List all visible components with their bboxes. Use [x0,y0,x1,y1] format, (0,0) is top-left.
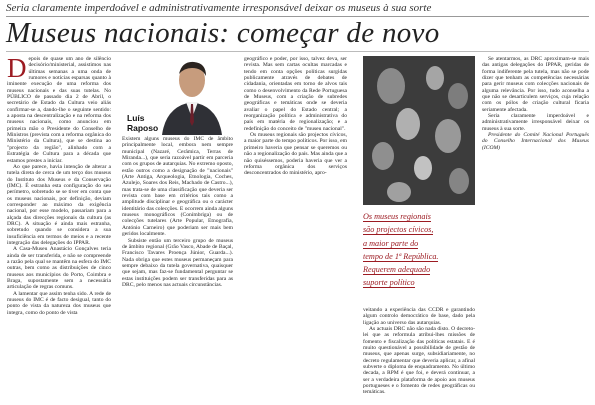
paragraph: geográfico e poder, por isso, talvez deva, ser revista. Mas sem cartas ocultas marcadas e tendo em conta opções políticas surgidas publicamente através de debates de cidadania, orientadas em torno de alvos tais como o desenvolvimento da Rede Portuguesa de Museus, com a criação de subredes geográficas e temáticas onde se deveria avaliar o papel do Estado central; a reorganização política e administrativa do país em matéria de regionalização; e a redefinição do conceito de "museu nacional". [244,56,347,132]
pull-quote-line: a maior parte do [363,238,419,248]
headline: Museus nacionais: começar de novo [6,17,440,49]
drop-cap: D [7,56,27,83]
museum-artifacts-photo [363,56,475,205]
pull-quote-line: tempo de 1ª República. [363,251,439,261]
article-column-3 [244,56,347,401]
paragraph: epois de quase um ano de silêncio decisório/ministerial, assistimos nas últimas semanas a uma onda de rumores e notícias esparsas quanto à iminente execução de uma reforma dos museus nacionais e das suas tutelas. No PÚBLICO de passado dia 2 de Abril, o secretário de Estado da Cultura veio aliás confirmar-se a, dando-lhe o seguinte sentido: a aposta na descentralização e na reforma dos museus nacionais, como anunciou em primeira mão o Presidente do Conselho de Ministros (prevista com a reforma orgânica do Ministério da Cultura), que se destina ao "projecto da região", alinhado com a Estratégia de Cultura para a década que estamos prestes a iniciar. [7,56,111,164]
paragraph: Se atentarmos, as DRC aproximam-se mais das antigas delegações do IPPAR, geridas de forma indiferente pela tutela, mas não se pode dizer que tenham as competências necessárias para gerir museus com colecções nacionais de alguma relevância. Por isso, tudo aconselha a que não se desarticulem serviços, cuja relação com os pólos de criação cultural ficaria seriamente afectada. [482,56,589,113]
kicker-line: Seria claramente imperdoável e administrativamente irresponsável deixar os museus à sua sorte [6,2,432,14]
author-last-name: Raposo [127,123,159,133]
author-signature: Presidente do Comité Nacional Português do Conselho Internacional dos Museus (ICOM) [482,132,589,151]
paragraph: Ao que parece, havia intenção de alterar a tutela direta de cerca de um terço dos museus do Instituto dos Museus e da Conservação (IMC). É estranha esta configuração do seu perímetro, sobretudo se se tiver em conta que os museus nacionais, por definição, deviam corresponder ao máximo da exigência nacional, por esse modelo, passariam para a alçada das direcções regionais da cultura (as DRC). A situação é ainda mais estranha, sobretudo quando se considera a sua insuficiência em termos de meios e a recente integração das delegações do IPPAR. [7,163,111,246]
author-first-name: Luís [127,113,145,123]
paragraph: A lamentar que assim tenha sido. A rede de museus do IMC é de facto desigual, tanto do ponto de vista da natureza dos museus que integra, como do ponto de vista [7,290,111,316]
author-byline [127,113,158,133]
pull-quote [363,210,475,310]
paragraph: veitando a experiência das CCDR e garantindo algum controlo democrático de base, dado pela ligação ao universo das autarquias. [363,307,475,326]
pull-quote-line: Os museus regionais [363,212,431,221]
paragraph: Existem alguns museus do IMC de âmbito principalmente local, embora nem sempre municipal (Nazaré, Cerâmica, Terras de Miranda...), que seria razoável partir em parceria com os grupos de autarquias. No extremo oposto, estão outros como a designação de "nacionais" (Arte Antiga, Arqueologia, Etnologia, Coches, Azulejo, Soares dos Reis, Machado de Castro...), mas trata-se de uma classificação que deveria ser revista com base em critérios tais como a amplitude disciplinar e geográfica ou o carácter identitário das colecções. E ocorrem ainda alguns museus monográficos (Conímbriga) ou de colecções tutelares (Arte Popular, Etnografia, António Carneiro) que poderiam ser mais bem geridos localmente. [122,136,233,238]
paragraph: Seria claramente imperdoável e administrativamente irresponsável deixar os museus à sua sorte. [482,113,589,132]
article-column-5 [482,56,589,401]
article-column-1 [7,56,111,401]
article-column-4 [363,307,475,401]
divider [6,51,589,52]
paragraph: Subsiste então um terceiro grupo de museus de âmbito regional (Grão Vasco, Abade de Baçal, Francisco Tavares Proença Júnior, Guarda...). Nada obriga que estes museus permaneçam para sempre debaixo da tutela governativa, quaisquer que sejam, mas faz-se fundamental perguntar se estas instituições podem ser transferidas para as DRC, pelo menos nas actuais circunstâncias. [122,237,233,288]
paragraph: Os museus regionais são projectos cívicos, a maior parte do tempo políticos. Por isso, em primeiro haveria que pensar se queremos ou não a regionalização do país. Mas ainda que a não quiséssemos, poderia haveria que ver a reforma orgânica dos serviços desconcentrados do ministério, apro- [244,132,347,177]
pull-quote-line: Requerem adequado [363,265,431,275]
pull-quote-line: são projectos cívicos, [363,225,434,235]
pull-quote-line: suporte político [363,278,415,288]
paragraph: A Casa-Museu Anastácio Gonçalves teria ainda de ser transferida, e não se compreende a razão pela qual se mantêm na esfera do IMC outras, bem como as distribuições de cinco museus aos municípios do Porto, Coimbra e Braga, supostamente sem a necessária articulação de regras comuns. [7,246,111,291]
paragraph: As actuais DRC não são nada disto. O decreto-lei que as reformula atribui-lhes missões de fomento e fiscalização das políticas estatais. E é muito questionável a possibilidade de gestão de museus, que apenas surge, subsidiariamente, no decreto regulamentar que deveria aplicar, a afinal subverte o diploma de enquadramento. No último decada, a RPM é que foi, e deverá continuar, a ser a verdadeira plataforma de apoio aos museus portugueses e o fomento de redes geográficas ou temáticas. [363,326,475,396]
